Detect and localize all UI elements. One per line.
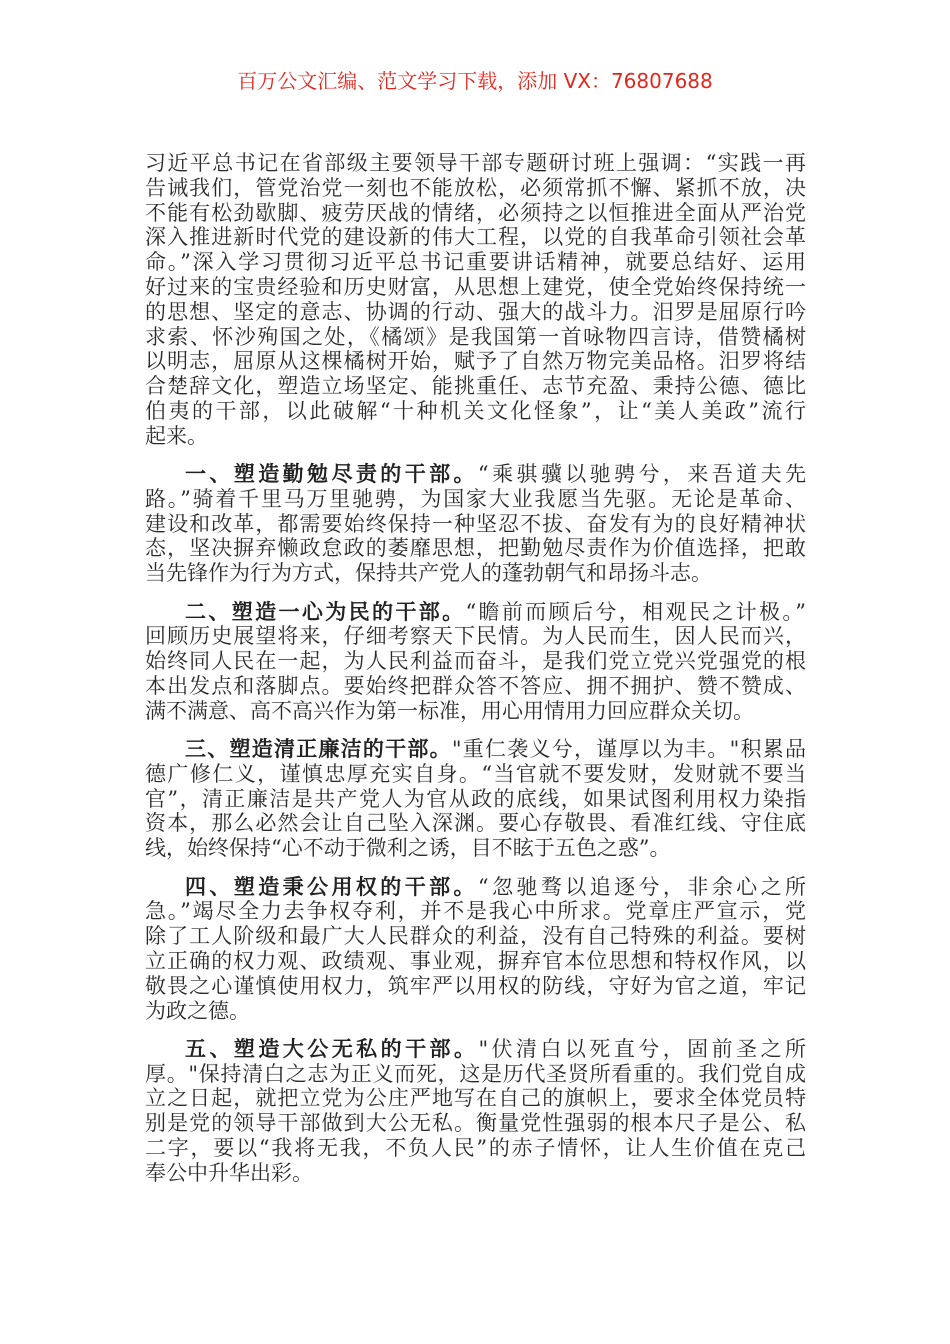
text-line: 回顾历史展望将来，仔细考察天下民情。为人民而生，因人民而兴，: [145, 624, 806, 649]
text-line: 当先锋作为行为方式，保持共产党人的蓬勃朝气和昂扬斗志。: [145, 561, 712, 586]
text-line: 官”，清正廉洁是共产党人为官从政的底线，如果试图利用权力染指: [145, 786, 806, 811]
text-line: 以明志，屈原从这棵橘树开始，赋予了自然万物完美品格。汨罗将结: [145, 349, 806, 374]
text-line: 求索、怀沙殉国之处，《橘颂》是我国第一首咏物四言诗，借赞橘树: [145, 324, 806, 349]
section-quote: “忽驰骛以追逐兮，非余心之所: [477, 874, 806, 899]
text-line: 的思想、坚定的意志、协调的行动、强大的战斗力。汨罗是屈原行吟: [145, 299, 806, 324]
text-line: 为政之德。: [145, 998, 250, 1023]
text-line: 敬畏之心谨慎使用权力，筑牢严以用权的防线，守好为官之道，牢记: [145, 973, 806, 998]
text-line: 深入推进新时代党的建设新的伟大工程，以党的自我革命引领社会革: [145, 225, 806, 250]
section-quote: "重仁袭义兮，谨厚以为丰。"积累品: [451, 737, 806, 762]
text-line: 习近平总书记在省部级主要领导干部专题研讨班上强调：“实践一再: [145, 151, 806, 175]
text-line: 别是党的领导干部做到大公无私。衡量党性强弱的根本尺子是公、私: [145, 1111, 806, 1136]
text-line: 资本，那么必然会让自己坠入深渊。要心存敬畏、看准红线、守住底: [145, 811, 806, 836]
section-heading: 二、塑造一心为民的干部。: [185, 598, 466, 624]
section-quote: "伏清白以死直兮，固前圣之所: [478, 1036, 806, 1061]
text-line: 态，坚决摒弃懒政怠政的萎靡思想，把勤勉尽责作为价值选择，把敢: [145, 536, 806, 561]
text-line: 急。”竭尽全力去争权夺利，并不是我心中所求。党章庄严宣示，党: [145, 899, 806, 924]
watermark-banner: 百万公文汇编、范文学习下载，添加 VX：76807688: [237, 69, 713, 93]
section-paragraph: [145, 462, 806, 586]
section-heading: 三、塑造清正廉洁的干部。: [185, 736, 452, 762]
text-line: 立正确的权力观、政绩观、事业观，摒弃官本位思想和特权作风，以: [145, 948, 806, 973]
text-line: 告诫我们，管党治党一刻也不能放松，必须常抓不懈、紧抓不放，决: [145, 175, 806, 200]
text-line: [145, 600, 806, 625]
text-line: 除了工人阶级和最广大人民群众的利益，没有自己特殊的利益。要树: [145, 924, 806, 949]
text-line: 奉公中升华出彩。: [145, 1160, 313, 1185]
text-line: 命。”深入学习贯彻习近平总书记重要讲话精神，就要总结好、运用: [145, 250, 806, 275]
text-line: 合楚辞文化，塑造立场坚定、能挑重任、志节充盈、秉持公德、德比: [145, 374, 806, 399]
section-quote: “乘骐骥以驰骋兮，来吾道夫先: [477, 462, 806, 487]
section-paragraph: [145, 1037, 806, 1186]
text-line: 好过来的宝贵经验和历史财富，从思想上建党，使全党始终保持统一: [145, 274, 806, 299]
intro-paragraph: [145, 151, 806, 449]
text-line: 路。”骑着千里马万里驰骋，为国家大业我愿当先驱。无论是革命、: [145, 486, 806, 511]
text-line: 起来。: [145, 423, 208, 448]
section-heading: 一、塑造勤勉尽责的干部。: [185, 461, 478, 487]
text-line: 始终同人民在一起，为人民利益而奋斗，是我们党立党兴党强党的根: [145, 649, 806, 674]
text-line: 满不满意、高不高兴作为第一标准，用心用情用力回应群众关切。: [145, 698, 754, 723]
text-line: [145, 875, 806, 900]
section-heading: 五、塑造大公无私的干部。: [185, 1035, 479, 1061]
section-paragraph: [145, 737, 806, 861]
text-line: 立之日起，就把立党为公庄严地写在自己的旗帜上，要求全体党员特: [145, 1086, 806, 1111]
text-line: 线，始终保持“心不动于微利之诱，目不眩于五色之惑”。: [145, 836, 671, 861]
section-quote: “瞻前而顾后兮，相观民之计极。”: [465, 599, 806, 624]
text-line: 德广修仁义，谨慎忠厚充实自身。“当官就不要发财，发财就不要当: [145, 761, 806, 786]
section-paragraph: [145, 600, 806, 724]
section-heading: 四、塑造秉公用权的干部。: [185, 873, 478, 899]
text-line: [145, 462, 806, 487]
text-line: 本出发点和落脚点。要始终把群众答不答应、拥不拥护、赞不赞成、: [145, 673, 806, 698]
text-line: 不能有松劲歇脚、疲劳厌战的情绪，必须持之以恒推进全面从严治党: [145, 200, 806, 225]
text-line: [145, 737, 806, 762]
section-paragraph: [145, 875, 806, 1024]
text-line: [145, 1037, 806, 1062]
text-line: 建设和改革，都需要始终保持一种坚忍不拔、奋发有为的良好精神状: [145, 511, 806, 536]
text-line: 二字，要以“我将无我，不负人民”的赤子情怀，让人生价值在克己: [145, 1135, 806, 1160]
text-line: 厚。"保持清白之志为正义而死，这是历代圣贤所看重的。我们党自成: [145, 1061, 806, 1086]
text-line: 伯夷的干部，以此破解“十种机关文化怪象”，让“美人美政”流行: [145, 398, 806, 423]
document-body: [145, 151, 806, 1199]
